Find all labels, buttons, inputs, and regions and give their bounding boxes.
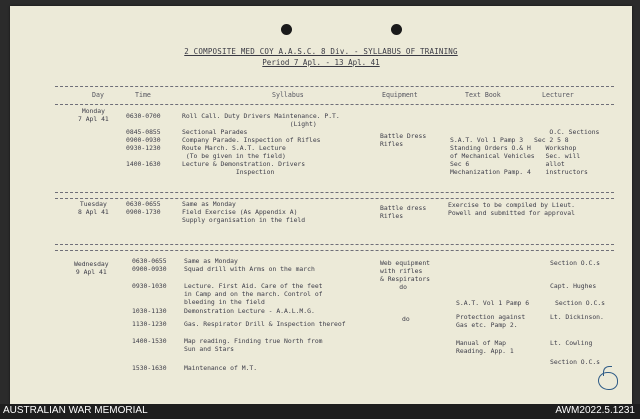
punch-hole xyxy=(391,24,402,35)
header-lecturer: Lecturer xyxy=(542,91,574,99)
divider xyxy=(55,104,614,105)
syllabus-tuesday: Same as Monday Field Exercise (As Appendix A) Supply organisation in the field xyxy=(182,200,306,224)
syllabus-wed-2: Lecture. First Aid. Care of the feet in Camp and on the march. Control of bleeding in the field xyxy=(184,282,323,306)
header-text-book: Text Book xyxy=(465,91,501,99)
handwritten-mark xyxy=(598,372,618,390)
syllabus-wed-1: Same as Monday Squad drill with Arms on the march xyxy=(184,257,315,273)
lecturer-wed-6: Section O.C.s xyxy=(550,358,601,366)
header-syllabus: Syllabus xyxy=(272,91,304,99)
time-wed-6: 1530-1630 xyxy=(132,364,167,372)
divider xyxy=(55,244,614,245)
lecturer-wed-3: Section O.C.s xyxy=(555,299,606,307)
syllabus-wed-6: Maintenance of M.T. xyxy=(184,364,258,372)
lecturer-wed-1: Section O.C.s xyxy=(550,259,601,267)
lecturer-wed-4: Lt. Dickinson. xyxy=(550,313,604,321)
syllabus-wed-4: Gas. Respirator Drill & Inspection thereof xyxy=(184,320,346,328)
time-wed-2: 0930-1030 xyxy=(132,282,167,290)
footer-reference: AWM2022.5.1231 xyxy=(555,405,635,416)
document-title: 2 COMPOSITE MED COY A.A.S.C. 8 Div. - SYLLABUS OF TRAINING xyxy=(184,47,458,56)
equipment-monday: Battle Dress Rifles xyxy=(380,132,427,148)
divider xyxy=(55,86,614,87)
archive-footer xyxy=(0,404,640,419)
times-monday: 0630-0700 0845-0855 0900-0930 0930-1230 1400-1630 xyxy=(126,112,161,168)
header-day: Day xyxy=(92,91,104,99)
equipment-tuesday: Battle dress Rifles xyxy=(380,204,427,220)
footer-institution: AUSTRALIAN WAR MEMORIAL xyxy=(3,405,148,416)
header-equipment: Equipment xyxy=(382,91,418,99)
day-monday: Monday 7 Apl 41 xyxy=(78,107,109,123)
day-tuesday: Tuesday 8 Apl 41 xyxy=(78,200,109,216)
time-wed-4: 1130-1230 xyxy=(132,320,167,328)
textbook-wed-2: Protection against Gas etc. Pamp 2. xyxy=(456,313,526,329)
time-wed-1: 0630-0655 0900-0930 xyxy=(132,257,167,273)
punch-hole xyxy=(281,24,292,35)
note-tuesday: Exercise to be compiled by Lieut. Powell and submitted for approval xyxy=(448,201,575,217)
textbook-wed-1: S.A.T. Vol 1 Pamp 6 xyxy=(456,299,530,307)
textbook-wed-3: Manual of Map Reading. App. 1 xyxy=(456,339,514,355)
divider xyxy=(55,198,614,199)
equipment-wed-1: Web equipment with rifles & Respirators do xyxy=(380,259,431,291)
lecturer-wed-5: Lt. Cowling xyxy=(550,339,593,347)
divider xyxy=(55,250,614,251)
syllabus-wed-5: Map reading. Finding true North from Sun and Stars xyxy=(184,337,323,353)
header-time: Time xyxy=(135,91,151,99)
lecturer-wed-2: Capt. Hughes xyxy=(550,282,597,290)
syllabus-wed-3: Demonstration Lecture - A.A.L.M.G. xyxy=(184,307,315,315)
syllabus-monday: Roll Call. Duty Drivers Maintenance. P.T. (Light) Sectional Parades Company Parade. Inspection of Rifles Route March. S.A.T. Lecture (To be given in the field) Lecture & Demonstration. Drivers Inspection xyxy=(182,112,340,176)
divider xyxy=(55,192,614,193)
document-sheet xyxy=(10,6,632,404)
day-wednesday: Wednesday 9 Apl 41 xyxy=(74,260,109,276)
textbook-monday: S.A.T. Vol 1 Pamp 3 Standing Orders O.& H of Mechanical Vehicles Sec 6 Mechanization Pamp. 4 xyxy=(450,136,535,176)
document-period: Period 7 Apl. - 13 Apl. 41 xyxy=(262,58,380,67)
times-tuesday: 0630-0655 0900-1730 xyxy=(126,200,161,216)
lecturer-monday: O.C. Sections Sec 2 5 8 Workshop Sec. will allot instructors xyxy=(534,128,600,176)
time-wed-3: 1030-1130 xyxy=(132,307,167,315)
equipment-wed-2: do xyxy=(402,315,410,323)
time-wed-5: 1400-1530 xyxy=(132,337,167,345)
